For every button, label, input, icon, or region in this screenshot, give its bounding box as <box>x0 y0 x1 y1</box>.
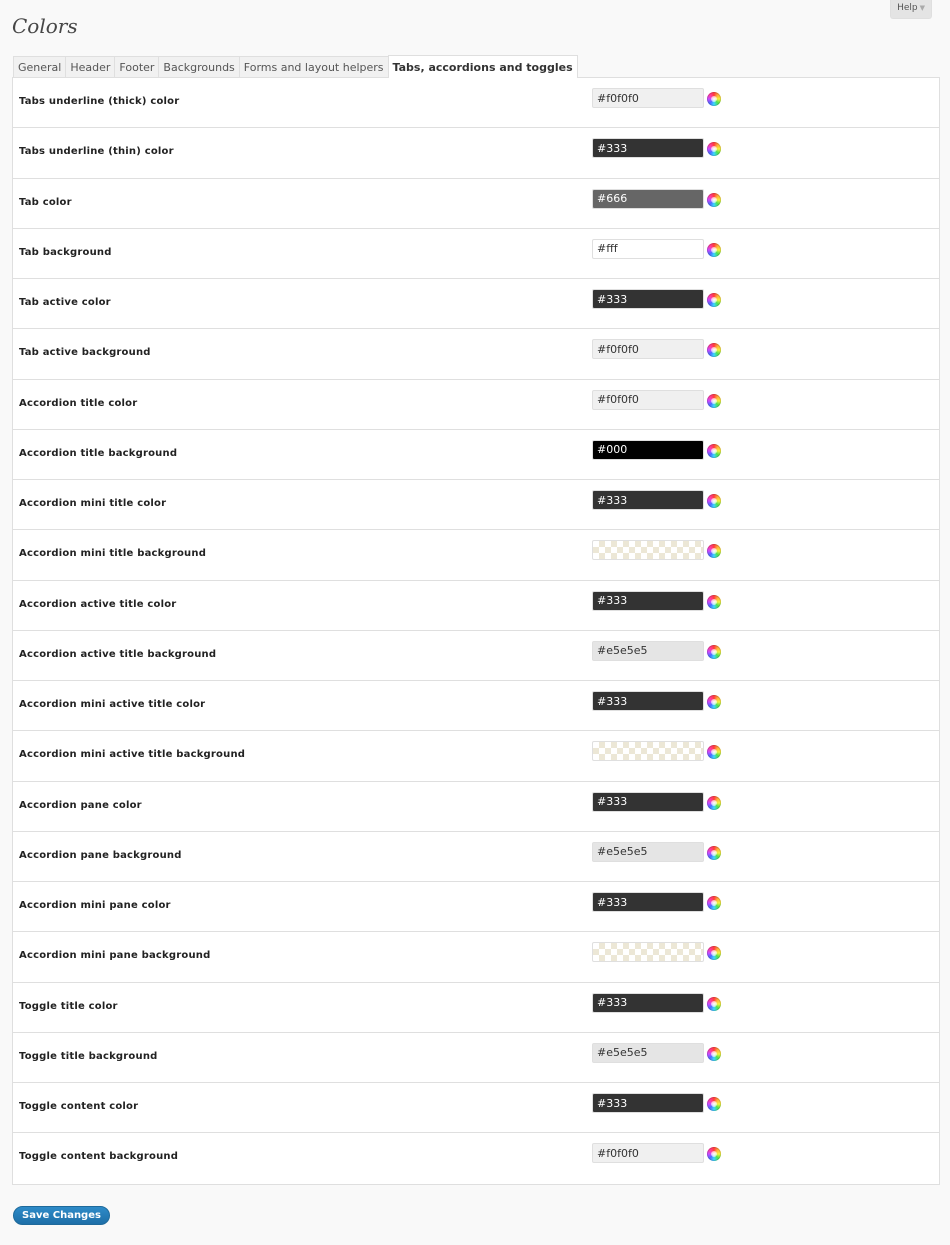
tab-footer[interactable]: Footer <box>114 56 159 78</box>
color-setting-row <box>13 681 939 731</box>
color-value-input[interactable] <box>592 289 704 309</box>
color-setting-row <box>13 229 939 279</box>
page-title: Colors <box>12 14 78 38</box>
tab-tabs-accordions-and-toggles[interactable]: Tabs, accordions and toggles <box>388 55 578 78</box>
setting-label: Accordion mini active title color <box>19 699 206 710</box>
setting-label: Tab active background <box>19 347 151 359</box>
setting-label: Accordion mini pane color <box>19 900 171 911</box>
color-wheel-icon[interactable] <box>707 846 721 860</box>
color-wheel-icon[interactable] <box>707 896 721 910</box>
setting-label: Tab background <box>19 246 112 258</box>
tab-header[interactable]: Header <box>65 56 115 78</box>
color-value-input[interactable] <box>592 842 704 862</box>
color-setting-row <box>13 1033 939 1083</box>
tab-forms-and-layout-helpers[interactable]: Forms and layout helpers <box>239 56 389 78</box>
color-setting-row <box>13 329 939 379</box>
color-wheel-icon[interactable] <box>707 645 721 659</box>
color-value-input[interactable] <box>592 1143 704 1163</box>
setting-label: Toggle title background <box>19 1050 158 1062</box>
color-value-input[interactable] <box>592 339 704 359</box>
color-wheel-icon[interactable] <box>707 1147 721 1161</box>
tab-general[interactable]: General <box>13 56 66 78</box>
color-wheel-icon[interactable] <box>707 1097 721 1111</box>
setting-label: Accordion title color <box>19 397 138 409</box>
color-setting-row <box>13 78 939 128</box>
color-setting-row <box>13 631 939 681</box>
setting-label: Accordion mini title background <box>19 548 207 560</box>
color-setting-row <box>13 1133 939 1183</box>
color-wheel-icon[interactable] <box>707 997 721 1011</box>
color-setting-row <box>13 983 939 1033</box>
color-settings-panel <box>12 77 940 1185</box>
setting-label: Accordion mini pane background <box>19 950 211 962</box>
color-wheel-icon[interactable] <box>707 444 721 458</box>
color-setting-row <box>13 179 939 229</box>
setting-label: Tab active color <box>19 297 111 308</box>
color-wheel-icon[interactable] <box>707 1047 721 1061</box>
color-wheel-icon[interactable] <box>707 394 721 408</box>
color-value-input[interactable] <box>592 390 704 410</box>
dropdown-caret-icon: ▼ <box>919 4 925 12</box>
color-wheel-icon[interactable] <box>707 595 721 609</box>
color-wheel-icon[interactable] <box>707 293 721 307</box>
color-value-input[interactable] <box>592 1043 704 1063</box>
color-setting-row <box>13 128 939 178</box>
color-setting-row <box>13 782 939 832</box>
color-value-input[interactable] <box>592 942 704 962</box>
help-button[interactable] <box>890 0 932 19</box>
color-wheel-icon[interactable] <box>707 243 721 257</box>
color-setting-row <box>13 1083 939 1133</box>
color-value-input[interactable] <box>592 138 704 158</box>
color-setting-row <box>13 581 939 631</box>
color-setting-row <box>13 530 939 580</box>
color-value-input[interactable] <box>592 591 704 611</box>
color-value-input[interactable] <box>592 440 704 460</box>
color-wheel-icon[interactable] <box>707 745 721 759</box>
setting-label: Accordion title background <box>19 447 178 459</box>
color-setting-row <box>13 882 939 932</box>
color-setting-row <box>13 731 939 781</box>
setting-label: Accordion active title color <box>19 598 177 610</box>
color-wheel-icon[interactable] <box>707 92 721 106</box>
color-value-input[interactable] <box>592 189 704 209</box>
setting-label: Accordion mini title color <box>19 498 167 509</box>
color-value-input[interactable] <box>592 741 704 761</box>
color-wheel-icon[interactable] <box>707 796 721 810</box>
color-setting-row <box>13 832 939 882</box>
color-setting-row <box>13 430 939 480</box>
color-value-input[interactable] <box>592 641 704 661</box>
color-value-input[interactable] <box>592 490 704 510</box>
color-wheel-icon[interactable] <box>707 544 721 558</box>
setting-label: Tabs underline (thin) color <box>19 146 174 158</box>
color-wheel-icon[interactable] <box>707 946 721 960</box>
setting-label: Toggle title color <box>19 1000 118 1012</box>
color-value-input[interactable] <box>592 691 704 711</box>
color-setting-row <box>13 932 939 982</box>
color-wheel-icon[interactable] <box>707 193 721 207</box>
setting-label: Toggle content color <box>19 1101 139 1112</box>
color-setting-row <box>13 380 939 430</box>
color-wheel-icon[interactable] <box>707 494 721 508</box>
color-wheel-icon[interactable] <box>707 343 721 357</box>
setting-label: Accordion pane color <box>19 799 142 811</box>
color-value-input[interactable] <box>592 540 704 560</box>
setting-label: Toggle content background <box>19 1151 179 1163</box>
color-value-input[interactable] <box>592 1093 704 1113</box>
color-value-input[interactable] <box>592 993 704 1013</box>
color-wheel-icon[interactable] <box>707 142 721 156</box>
color-value-input[interactable] <box>592 239 704 259</box>
tab-bar <box>13 55 577 78</box>
setting-label: Accordion pane background <box>19 849 182 861</box>
color-value-input[interactable] <box>592 792 704 812</box>
color-value-input[interactable] <box>592 88 704 108</box>
setting-label: Accordion active title background <box>19 648 217 660</box>
help-label: Help <box>897 3 918 13</box>
setting-label: Tab color <box>19 196 72 208</box>
setting-label: Accordion mini active title background <box>19 749 246 761</box>
tab-backgrounds[interactable]: Backgrounds <box>158 56 239 78</box>
setting-label: Tabs underline (thick) color <box>19 96 180 107</box>
color-value-input[interactable] <box>592 892 704 912</box>
color-wheel-icon[interactable] <box>707 695 721 709</box>
color-setting-row <box>13 480 939 530</box>
color-setting-row <box>13 279 939 329</box>
save-changes-button[interactable]: Save Changes <box>13 1206 110 1225</box>
